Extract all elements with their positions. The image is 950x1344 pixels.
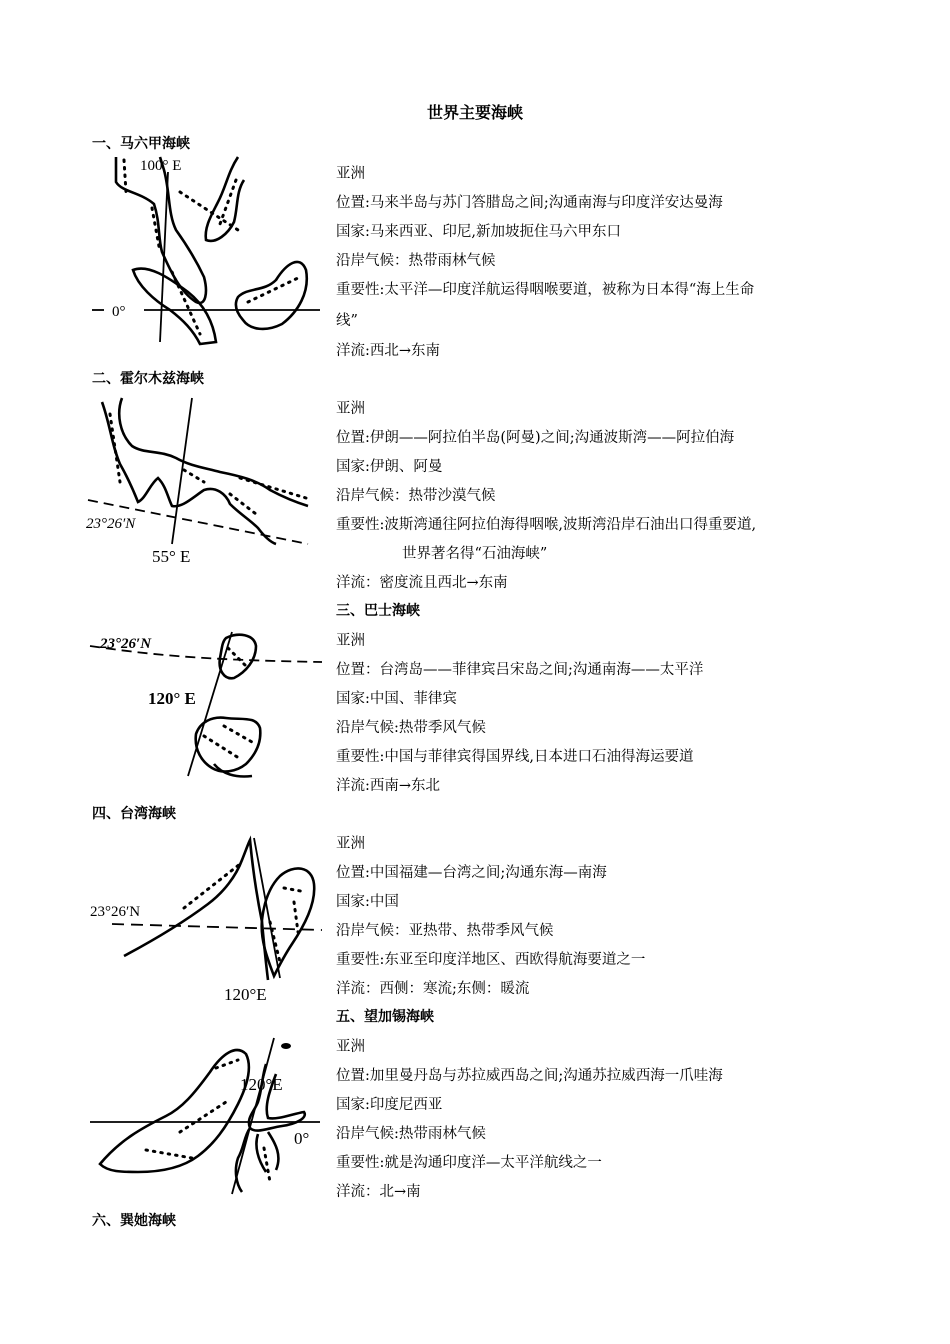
climate-text: 沿岸气候：亚热带、热带季风气候: [336, 923, 554, 939]
continent-text: 亚洲: [336, 836, 365, 852]
map-bashi: [86, 626, 326, 786]
section-heading-taiwan-strait: 四、台湾海峡: [92, 806, 176, 822]
map-label-tropic: 23°26′N: [90, 904, 141, 920]
section-heading-malacca: 一、马六甲海峡: [92, 136, 190, 152]
countries-text: 国家:马来西亚、印尼,新加坡扼住马六甲东口: [336, 224, 621, 240]
importance-text: 重要性:中国与菲律宾得国界线,日本进口石油得海运要道: [336, 749, 694, 765]
location-text: 位置:伊朗——阿拉伯半岛(阿曼)之间;沟通波斯湾——阿拉伯海: [336, 430, 735, 446]
page-title: 世界主要海峡: [426, 103, 523, 122]
importance-text: 重要性:波斯湾通往阿拉伯海得咽喉,波斯湾沿岸石油出口得重要道,: [336, 517, 757, 533]
map-label-equator: 0°: [112, 304, 126, 320]
importance-text: 重要性:东亚至印度洋地区、西欧得航海要道之一: [336, 952, 646, 968]
countries-text: 国家:印度尼西亚: [336, 1097, 443, 1113]
climate-text: 沿岸气候：热带雨林气候: [336, 253, 496, 269]
section-heading-makassar: 五、望加锡海峡: [336, 1009, 434, 1025]
importance-text: 重要性:太平洋—印度洋航运得咽喉要道，被称为日本得“海上生命: [336, 282, 755, 298]
section-heading-sunda: 六、巽她海峡: [92, 1213, 176, 1229]
climate-text: 沿岸气候：热带沙漠气候: [336, 488, 496, 504]
map-label-longitude: 120°E: [224, 985, 267, 1004]
current-text: 洋流:西南→东北: [336, 778, 441, 794]
map-label-tropic: 23°26′N: [86, 516, 136, 532]
importance-text-cont: 线”: [336, 313, 358, 329]
location-text: 位置：台湾岛——菲律宾吕宋岛之间;沟通南海——太平洋: [336, 662, 704, 678]
section-heading-hormuz: 二、霍尔木兹海峡: [92, 371, 204, 387]
importance-text: 重要性:就是沟通印度洋—太平洋航线之一: [336, 1155, 602, 1171]
importance-text-cont: 世界著名得“石油海峡”: [402, 546, 548, 562]
map-label-longitude: 120° E: [148, 689, 196, 708]
current-text: 洋流:西北→东南: [336, 343, 441, 359]
current-text: 洋流：密度流且西北→东南: [336, 575, 508, 591]
current-text: 洋流：北→南: [336, 1184, 421, 1200]
map-label-equator: 0°: [294, 1129, 310, 1148]
countries-text: 国家:中国、菲律宾: [336, 691, 457, 707]
climate-text: 沿岸气候:热带雨林气候: [336, 1126, 486, 1142]
map-malacca: [88, 152, 328, 347]
continent-text: 亚洲: [336, 401, 365, 417]
map-label-longitude: 100° E: [140, 158, 182, 174]
countries-text: 国家:伊朗、阿曼: [336, 459, 443, 475]
climate-text: 沿岸气候:热带季风气候: [336, 720, 486, 736]
location-text: 位置:马来半岛与苏门答腊岛之间;沟通南海与印度洋安达曼海: [336, 195, 723, 211]
map-makassar: [86, 1032, 326, 1204]
location-text: 位置:中国福建—台湾之间;沟通东海—南海: [336, 865, 607, 881]
current-text: 洋流：西侧：寒流;东侧：暖流: [336, 981, 530, 997]
continent-text: 亚洲: [336, 633, 365, 649]
section-heading-bashi: 三、巴士海峡: [336, 603, 420, 619]
map-hormuz: [80, 394, 320, 574]
map-label-longitude: 55° E: [152, 547, 191, 566]
map-label-tropic: 23°26′N: [100, 636, 152, 652]
countries-text: 国家:中国: [336, 894, 399, 910]
continent-text: 亚洲: [336, 166, 365, 182]
map-taiwan-strait: [84, 832, 334, 1008]
continent-text: 亚洲: [336, 1039, 365, 1055]
location-text: 位置:加里曼丹岛与苏拉威西岛之间;沟通苏拉威西海一爪哇海: [336, 1068, 723, 1084]
map-label-longitude: 120°E: [240, 1075, 283, 1094]
